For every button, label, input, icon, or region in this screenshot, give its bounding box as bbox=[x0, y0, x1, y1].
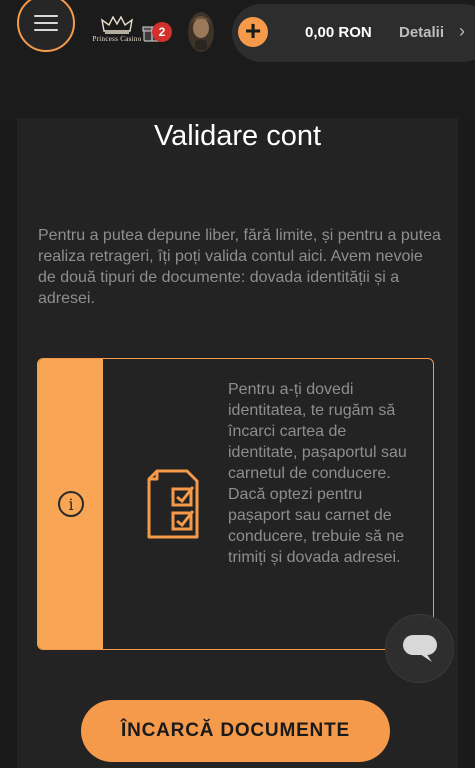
menu-button[interactable] bbox=[17, 0, 75, 52]
gift-count-badge: 2 bbox=[152, 22, 172, 42]
brand-logo[interactable] bbox=[88, 16, 146, 50]
chevron-right-icon[interactable]: › bbox=[459, 21, 465, 41]
crown-icon bbox=[101, 16, 133, 34]
plus-icon: + bbox=[244, 15, 262, 46]
logo-text: Princess Casino bbox=[92, 35, 142, 43]
upload-documents-button[interactable]: ÎNCARCĂ DOCUMENTE bbox=[81, 700, 390, 762]
balance-amount: 0,00 RON bbox=[305, 24, 372, 41]
info-strip bbox=[38, 359, 103, 649]
document-checklist-icon bbox=[143, 467, 203, 541]
avatar-icon[interactable] bbox=[186, 10, 216, 54]
details-link[interactable]: Detalii bbox=[399, 24, 445, 41]
chat-button[interactable] bbox=[385, 614, 454, 683]
info-text: Pentru a-ți dovedi identitatea, te rugăm să încarci cartea de identitate, pașaportul sau carnetul de conducere. Dacă optezi pentru pașaport sau carnet de conducere, trebuie să ne trimiți și dovada adresei. bbox=[228, 381, 407, 566]
page-title: Validare cont bbox=[153, 120, 322, 152]
info-icon: i bbox=[58, 491, 84, 517]
hamburger-menu-icon bbox=[34, 10, 58, 36]
chat-icon bbox=[402, 634, 438, 664]
identity-info-box bbox=[37, 358, 434, 650]
page-description: Pentru a putea depune liber, fără limite, și pentru a putea realiza retrageri, îți poți valida contul aici. Avem nevoie de două tipuri de documente: dovada identității și a adresei. bbox=[38, 227, 441, 307]
deposit-plus-button[interactable] bbox=[238, 17, 268, 47]
top-header bbox=[0, 0, 475, 120]
